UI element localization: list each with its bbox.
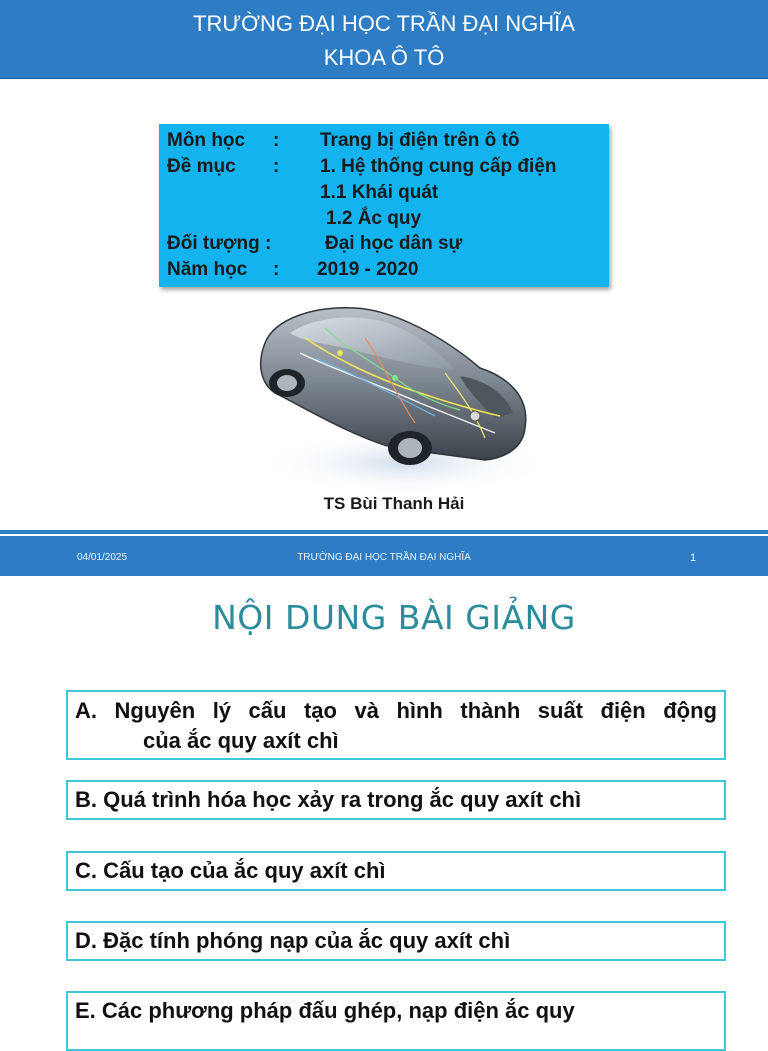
slide-title: NỘI DUNG BÀI GIẢNG (212, 598, 576, 637)
section-value: 1. Hệ thống cung cấp điện (320, 156, 557, 177)
topic-a-box (66, 690, 726, 760)
subsection-1: 1.1 Khái quát (320, 182, 439, 203)
topic-c-text: C. Cấu tạo của ắc quy axít chì (75, 858, 386, 883)
footer-date: 04/01/2025 (77, 552, 128, 563)
topic-b-text: B. Quá trình hóa học xảy ra trong ắc quy axít chì (75, 787, 582, 812)
subsection-2: 1.2 Ắc quy (326, 208, 422, 229)
topic-d-box (66, 921, 726, 961)
topic-d-text: D. Đặc tính phóng nạp của ắc quy axít chì (75, 928, 511, 953)
slide-number: 1 (690, 552, 697, 564)
topic-e-text: E. Các phương pháp đấu ghép, nạp điện ắc quy (75, 998, 575, 1023)
faculty-name: KHOA Ô TÔ (323, 45, 445, 70)
slide-footer (0, 536, 768, 576)
audience-value: Đại học dân sự (325, 233, 463, 254)
section-colon: : (273, 156, 280, 177)
topic-a-line-2: của ắc quy axít chì (143, 728, 339, 753)
topic-b-box (66, 780, 726, 820)
footer-title: TRƯỜNG ĐẠI HỌC TRẦN ĐẠI NGHĨA (297, 552, 471, 563)
section-label: Đề mục (167, 156, 236, 177)
topic-c-box (66, 851, 726, 891)
year-label: Năm học (167, 259, 248, 280)
subject-label: Môn học (167, 130, 246, 151)
author-name: TS Bùi Thanh Hải (323, 494, 465, 513)
slide-2 (0, 576, 768, 1024)
year-colon: : (273, 259, 280, 280)
audience-label: Đối tượng : (167, 233, 272, 254)
topic-e-box (66, 991, 726, 1051)
year-value: 2019 - 2020 (317, 259, 419, 280)
course-info-box (159, 124, 609, 287)
subject-value: Trang bị điện trên ô tô (320, 130, 520, 151)
topic-a-line-1: A. Nguyên lý cấu tạo và hình thành suất điện động (75, 698, 717, 723)
subject-colon: : (273, 130, 280, 151)
university-name: TRƯỜNG ĐẠI HỌC TRẦN ĐẠI NGHĨA (193, 11, 575, 36)
slide-header (0, 0, 768, 79)
footer-stripe (0, 530, 768, 534)
car-wiring-illustration-icon (245, 298, 555, 498)
